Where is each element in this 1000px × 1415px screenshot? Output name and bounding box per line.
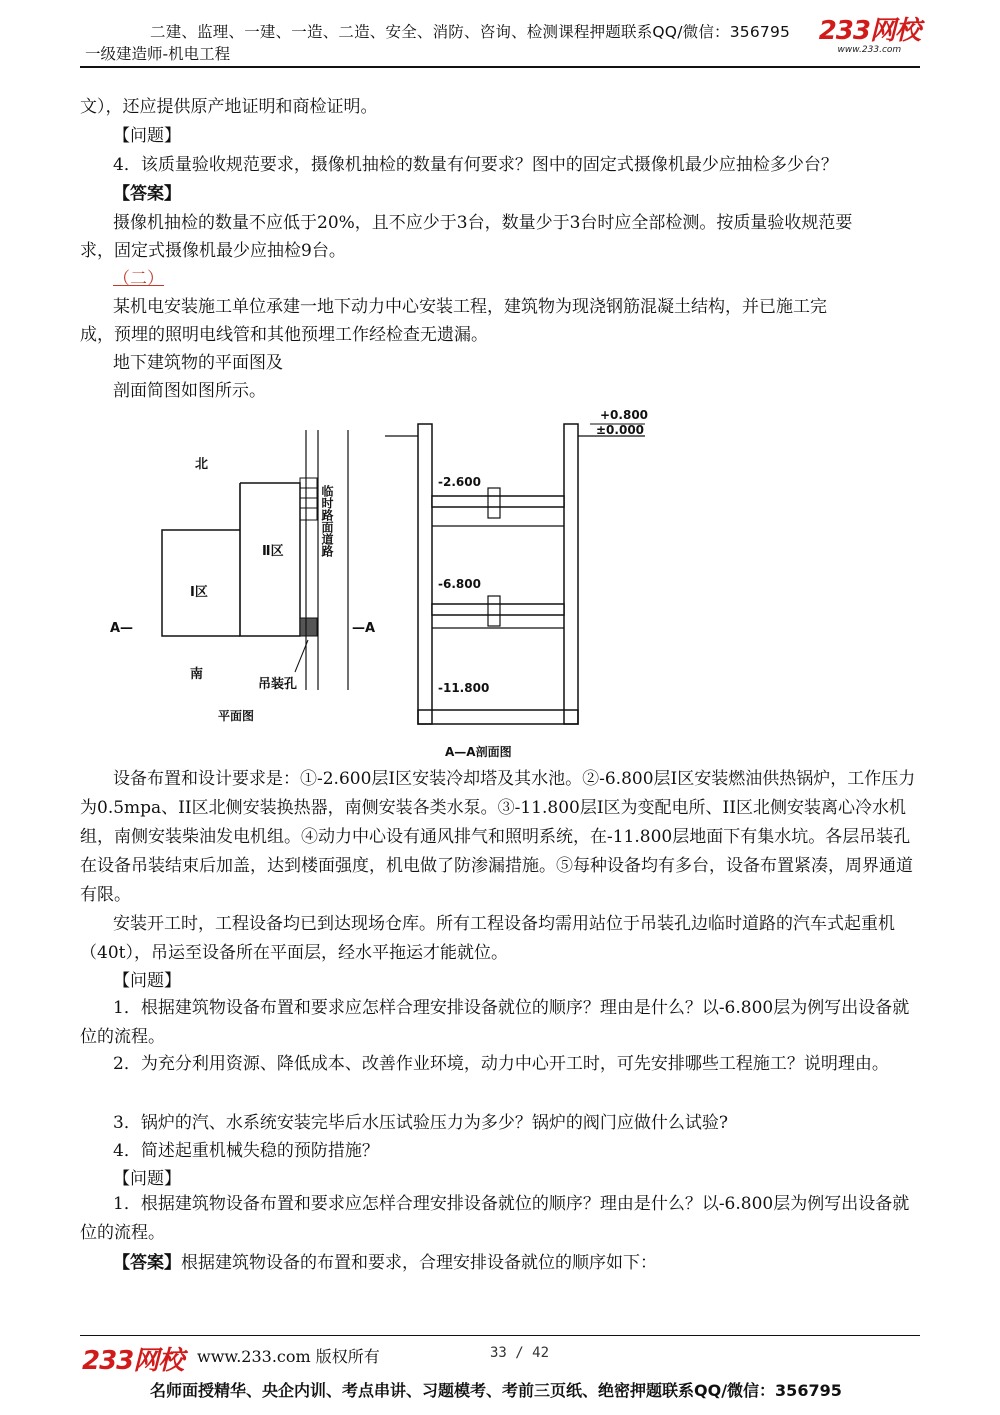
section-caption: A—A剖面图 <box>445 745 512 759</box>
answer-text: 根据建筑物设备的布置和要求，合理安排设备就位的顺序如下： <box>181 1253 657 1273</box>
building-plan-and-section-diagram <box>100 400 660 762</box>
logo-text: 233网校 <box>818 16 920 46</box>
header-subtitle: 一级建造师-机电工程 <box>85 45 231 63</box>
question-1-repeat: 1．根据建筑物设备布置和要求应怎样合理安排设备就位的顺序？理由是什么？以-6.800层为例写出设备就位的流程。 <box>80 1194 910 1243</box>
answer-line <box>113 1248 657 1273</box>
answer-label: 【答案】 <box>113 1253 181 1273</box>
page-number: 33 / 42 <box>490 1345 550 1361</box>
right-wall <box>564 424 578 724</box>
installation-paragraph: 安装开工时，工程设备均已到达现场仓库。所有工程设备均需用站位于吊装孔边临时道路的汽车式起重机（40t），吊运至设备所在平面层，经水平拖运才能就位。 <box>80 914 895 963</box>
question-4: 4．简述起重机械失稳的预防措施？ <box>113 1141 379 1161</box>
answer-header: 【答案】 <box>113 184 181 204</box>
design-requirements-paragraph: 设备布置和设计要求是：①-2.600层Ⅰ区安装冷却塔及其水池。②-6.800层Ⅰ区安装燃油供热锅炉，工作压力为0.5mpa、II区北侧安装换热器，南侧安装各类水泵。③-11.800层Ⅰ区为变配电所、II区北侧安装离心冷水机组，南侧安装柴油发电机组。④动力中心设有通风排气和照明系统，在-11.800层地面下有集水坑。各层吊装孔在设备吊装结束后加盖，达到楼面强度，机电做了防渗漏措施。⑤每种设备均有多台，设备布置紧凑，周界通道有限。 <box>80 769 916 905</box>
road-label: 临时路面道路 <box>320 485 334 557</box>
question-header: 【问题】 <box>113 126 181 146</box>
question-header: 【问题】 <box>113 971 181 991</box>
base-slab <box>418 710 578 724</box>
header-logo <box>819 18 920 55</box>
question-2: 2．为充分利用资源、降低成本、改善作业环境，动力中心开工时，可先安排哪些工程施工？说明理由。 <box>113 1054 889 1074</box>
south-label: 南 <box>190 667 204 682</box>
elev-minus-2600: -2.600 <box>438 475 481 489</box>
section-view <box>385 408 648 759</box>
slab-2600 <box>432 496 564 507</box>
body-line: 地下建筑物的平面图及 <box>113 353 283 373</box>
elev-minus-11800: -11.800 <box>438 681 490 695</box>
footer-copyright: www.233.com 版权所有 <box>197 1347 380 1366</box>
north-label: 北 <box>195 457 209 472</box>
body-line: 剖面简图如图所示。 <box>113 381 266 401</box>
footer-logo: 233网校 <box>82 1346 184 1376</box>
body-line: 某机电安装施工单位承建一地下动力中心安装工程，建筑物为现浇钢筋混凝土结构，并已施工完 <box>113 297 827 317</box>
plan-caption: 平面图 <box>218 709 255 723</box>
slab-6800 <box>432 604 564 615</box>
elev-minus-6800: -6.800 <box>438 577 481 591</box>
hoist-label: 吊装孔 <box>258 677 298 692</box>
header-divider <box>80 66 920 68</box>
logo-url: www.233.com <box>837 45 902 55</box>
hoist-hole <box>300 618 317 636</box>
left-wall <box>418 424 432 724</box>
question-3: 3．锅炉的汽、水系统安装完毕后水压试验压力为多少？锅炉的阀门应做什么试验? <box>113 1113 728 1133</box>
body-line: 成，预埋的照明电线管和其他预埋工作经检查无遗漏。 <box>80 325 488 345</box>
body-line: 求，固定式摄像机最少应抽检9台。 <box>80 241 346 261</box>
plan-view <box>110 430 375 723</box>
question-header: 【问题】 <box>113 1169 181 1189</box>
section-number: （二） <box>113 269 164 289</box>
section-mark-left: A— <box>110 621 134 636</box>
body-line: 4．该质量验收规范要求，摄像机抽检的数量有何要求？图中的固定式摄像机最少应抽检多少台？ <box>113 155 838 175</box>
zone1-outline <box>162 530 240 636</box>
footer-divider <box>80 1335 920 1336</box>
question-1: 1．根据建筑物设备布置和要求应怎样合理安排设备就位的顺序？理由是什么？以-6.800层为例写出设备就位的流程。 <box>80 998 910 1047</box>
zone1-label: Ⅰ区 <box>190 585 208 600</box>
zone2-outline <box>240 483 300 636</box>
elev-zero: ±0.000 <box>596 423 645 437</box>
section-mark-right: —A <box>352 621 376 636</box>
elev-plus: +0.800 <box>600 408 649 422</box>
body-line: 文），还应提供原产地证明和商检证明。 <box>80 97 378 117</box>
zone2-label: Ⅱ区 <box>262 544 284 559</box>
footer-contact-line: 名师面授精华、央企内训、考点串讲、习题模考、考前三页纸、绝密押题联系QQ/微信：356795 <box>150 1381 842 1400</box>
header-contact-line: 二建、监理、一建、一造、二造、安全、消防、咨询、检测课程押题联系QQ/微信：356795 <box>150 23 791 41</box>
body-line: 摄像机抽检的数量不应低于20%，且不应少于3台，数量少于3台时应全部检测。按质量验收规范要 <box>113 213 853 233</box>
